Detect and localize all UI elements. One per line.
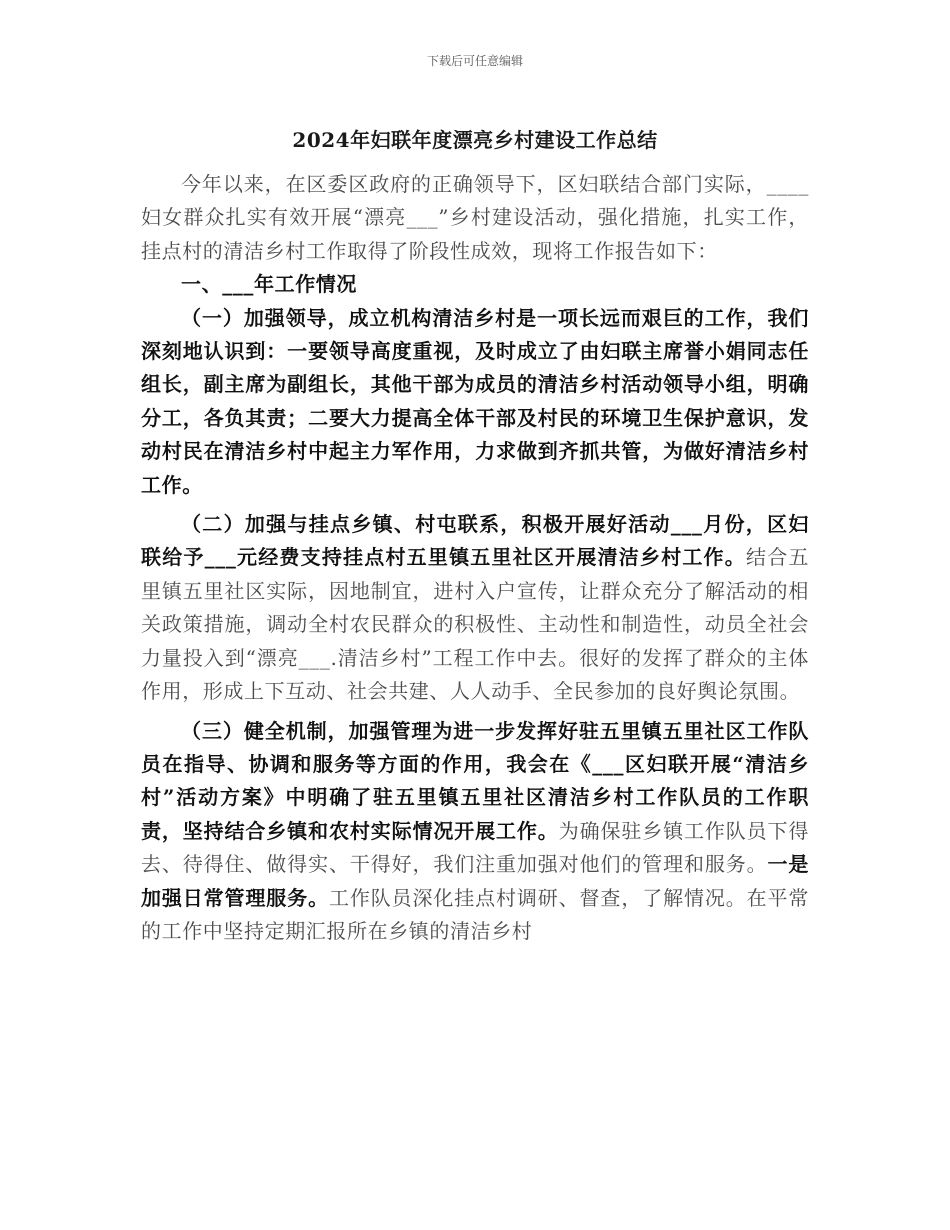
document-title: 2024年妇联年度漂亮乡村建设工作总结 [292,128,658,152]
paragraph-3-bold-2: 一是加强日常管理服务。 [141,852,809,910]
paragraph-3-text: 为确保驻乡镇工作队员下得去、待得住、做得实、干得好，我们注重加强对他们的管理和服务。 [141,818,810,877]
section-heading [141,268,809,301]
paragraph-1 [141,302,809,502]
paragraph-2-text: 结合五里镇五里社区实际，因地制宜，进村入户宣传，让群众充分了解活动的相关政策措施，调动全村农民群众的积极性、主动性和制造性，动员全社会力量投入到“漂亮___.清洁乡村”工程工作中去。很好的发挥了群众的主体作用，形成上下互动、社会共建、人人动手、全民参加的良好舆论氛围。 [141,545,809,704]
document-body [141,168,809,948]
paragraph-2-bold: （二）加强与挂点乡镇、村屯联系，积极开展好活动___月份，区妇联给予___元经费支持挂点村五里镇五里社区开展清洁乡村工作。 [141,512,809,570]
intro-paragraph: 今年以来，在区委区政府的正确领导下，区妇联结合部门实际，____妇女群众扎实有效开展“漂亮___”乡村建设活动，强化措施，扎实工作，挂点村的清洁乡村工作取得了阶段性成效，现将工作报告如下： [141,172,809,263]
paragraph-3 [141,715,809,949]
section1-heading: 一、___年工作情况 [181,272,357,297]
paragraph-3-text-2: 工作队员深化挂点村调研、督查，了解情况。在平常的工作中坚持定期汇报所在乡镇的清洁乡村 [141,885,809,943]
paragraph-2 [141,508,809,708]
paragraph-3-bold: （三）健全机制，加强管理为进一步发挥好驻五里镇五里社区工作队员在指导、协调和服务等方面的作用，我会在《___区妇联开展“清洁乡村”活动方案》中明确了驻五里镇五里社区清洁乡村工作队员的工作职责，坚持结合乡镇和农村实际情况开展工作。 [141,718,809,843]
paragraph-1-bold: （一）加强领导，成立机构清洁乡村是一项长远而艰巨的工作，我们深刻地认识到：一要领导高度重视，及时成立了由妇联主席誉小娟同志任组长，副主席为副组长，其他干部为成员的清洁乡村活动领导小组，明确分工，各负其责；二要大力提高全体干部及村民的环境卫生保护意识，发动村民在清洁乡村中起主力军作用，力求做到齐抓共管，为做好清洁乡村工作。 [141,305,809,497]
page-header-note: 下载后可任意编辑 [426,54,523,68]
